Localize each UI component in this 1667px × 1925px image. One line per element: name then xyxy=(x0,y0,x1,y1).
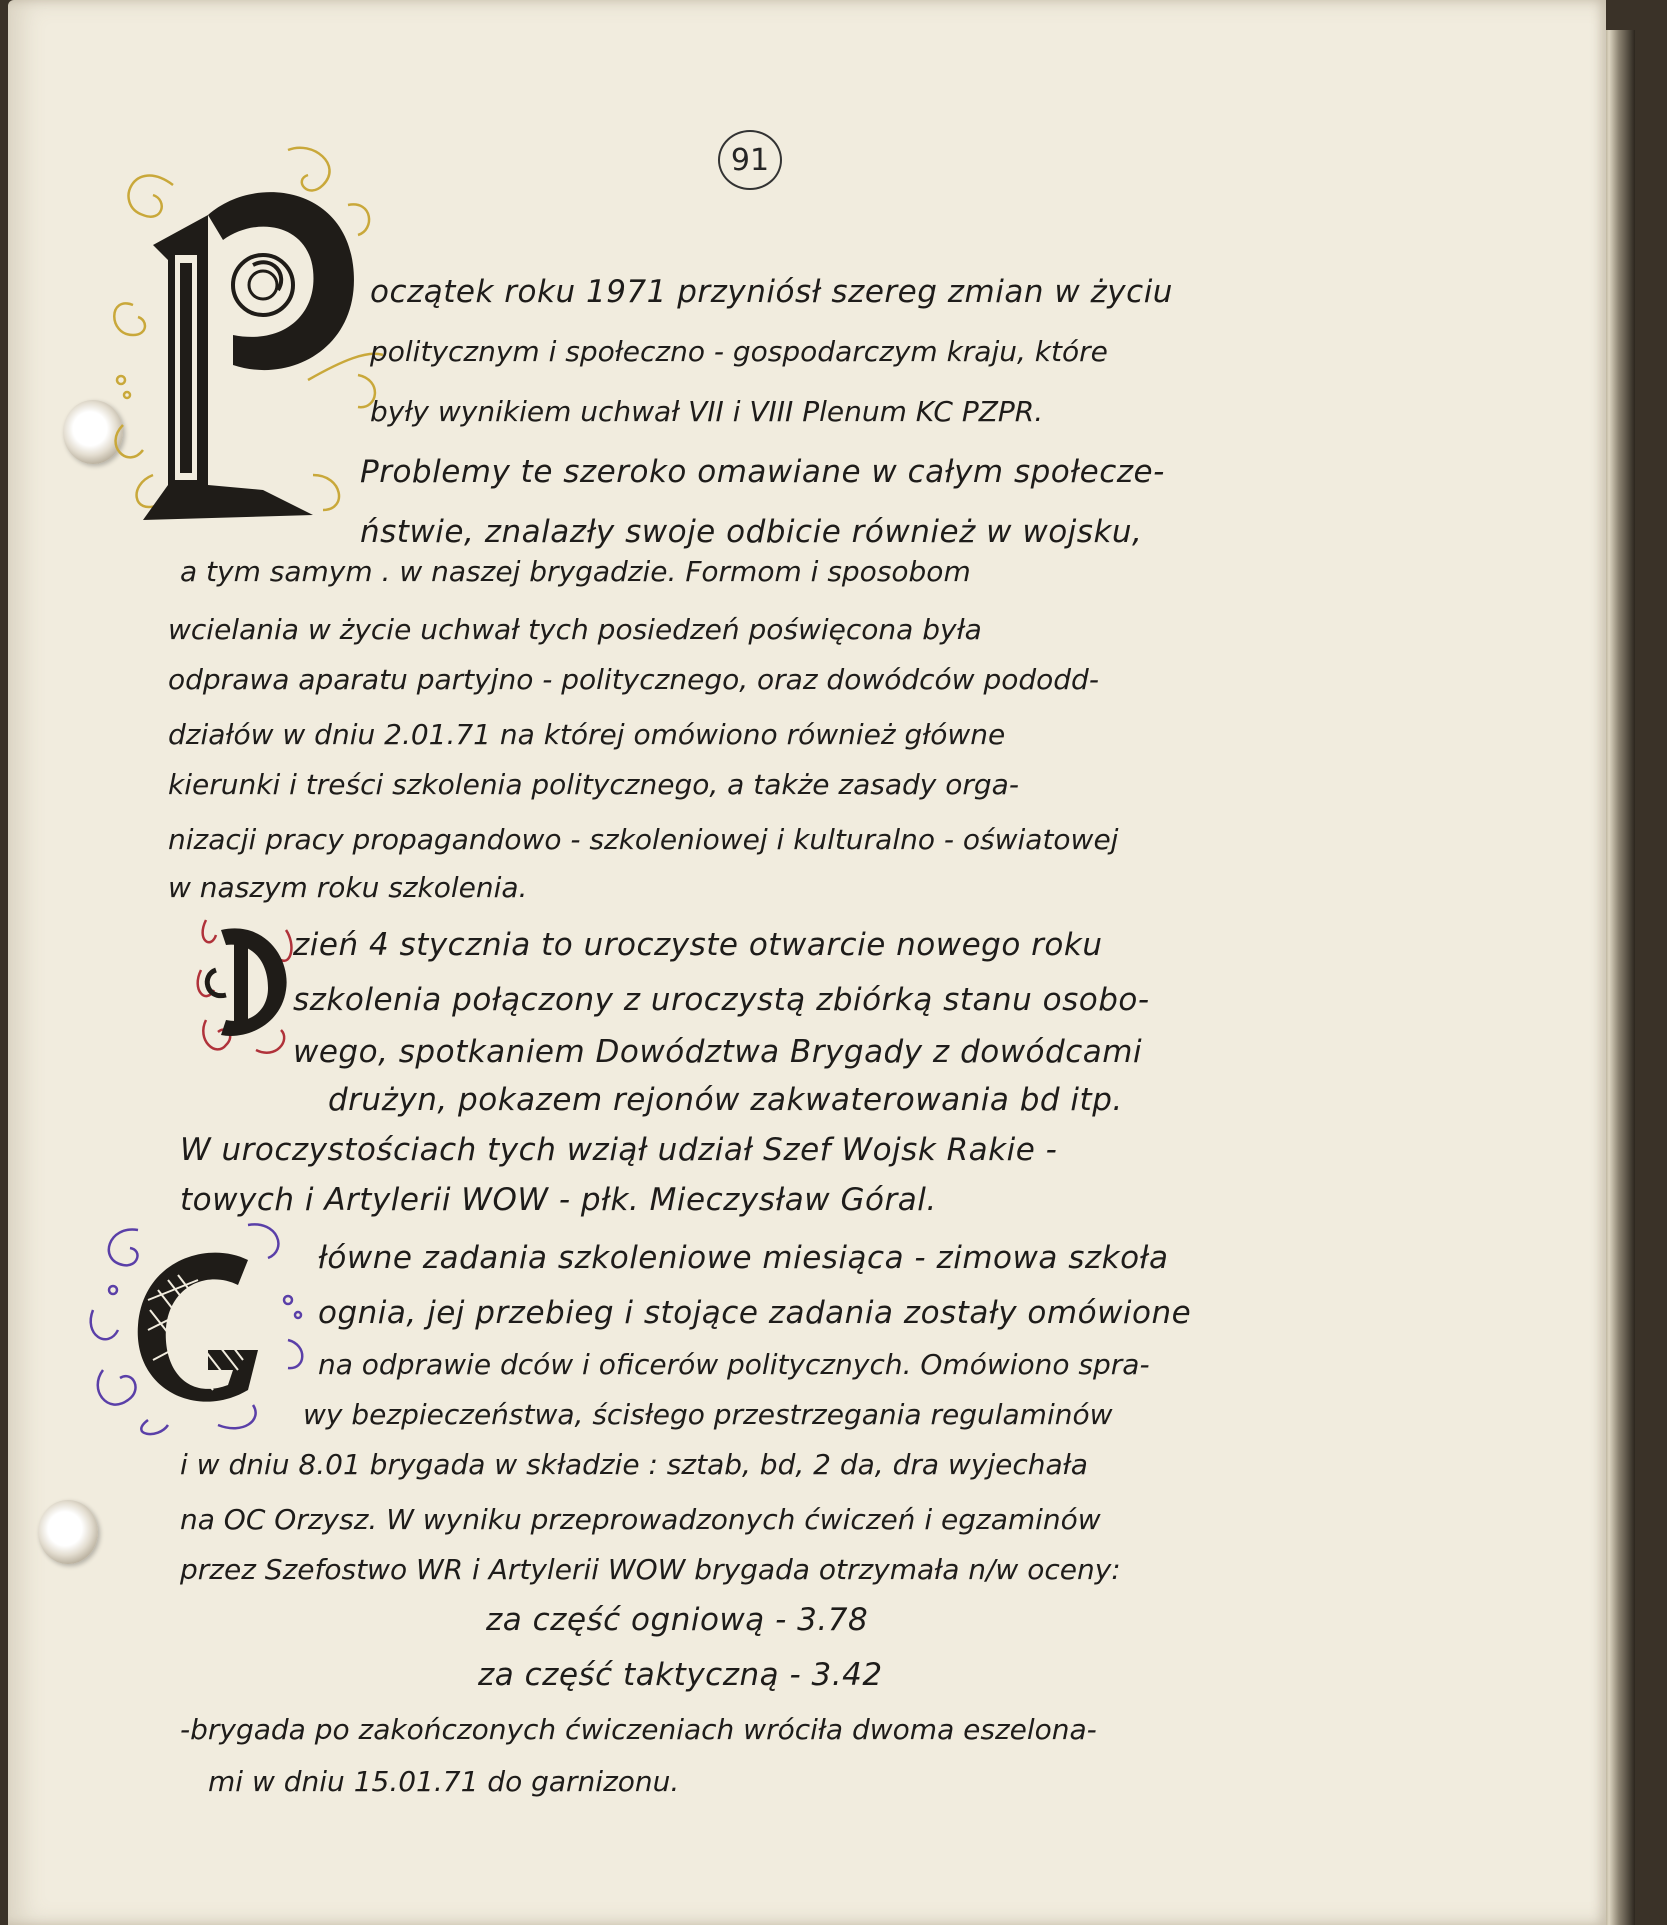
text-line: były wynikiem uchwał VII i VIII Plenum KC PZPR. xyxy=(370,395,1044,428)
text-line: politycznym i społeczno - gospodarczym kraju, które xyxy=(370,335,1108,368)
text-line: przez Szefostwo WR i Artylerii WOW brygada otrzymała n/w oceny: xyxy=(180,1553,1121,1586)
text-line: kierunki i treści szkolenia politycznego, a także zasady orga- xyxy=(168,768,1019,801)
text-line: wego, spotkaniem Dowództwa Brygady z dowódcami xyxy=(293,1034,1143,1070)
text-line: wcielania w życie uchwał tych posiedzeń poświęcona była xyxy=(168,613,982,646)
text-line: -brygada po zakończonych ćwiczeniach wróciła dwoma eszelona- xyxy=(180,1713,1097,1746)
text-line: oczątek roku 1971 przyniósł szereg zmian w życiu xyxy=(370,274,1173,310)
text-line: towych i Artylerii WOW - płk. Mieczysław Góral. xyxy=(180,1182,937,1218)
text-line: i w dniu 8.01 brygada w składzie : sztab, bd, 2 da, dra wyjechała xyxy=(180,1448,1088,1481)
text-line: wy bezpieczeństwa, ścisłego przestrzegania regulaminów xyxy=(303,1398,1113,1431)
binder-hole xyxy=(38,1500,98,1564)
page-number-text: 91 xyxy=(730,142,770,178)
text-line: mi w dniu 15.01.71 do garnizonu. xyxy=(208,1765,680,1798)
text-line: odprawa aparatu partyjno - politycznego, oraz dowódców pododd- xyxy=(168,663,1099,696)
text-line: nizacji pracy propagandowo - szkoleniowej i kulturalno - oświatowej xyxy=(168,823,1119,856)
text-line: a tym samym . w naszej brygadzie. Formom i sposobom xyxy=(180,555,971,588)
text-line: na odprawie dców i oficerów politycznych. Omówiono spra- xyxy=(318,1348,1150,1381)
text-line: Problemy te szeroko omawiane w całym społecze- xyxy=(360,454,1165,490)
ornate-letter-p-icon xyxy=(113,145,383,540)
text-line: szkolenia połączony z uroczystą zbiórką stanu osobo- xyxy=(293,982,1150,1018)
text-line: za część ogniową - 3.78 xyxy=(486,1602,869,1638)
letter-p-drawing xyxy=(113,145,383,540)
text-line: łówne zadania szkoleniowe miesiąca - zimowa szkoła xyxy=(318,1240,1169,1276)
text-line: zień 4 stycznia to uroczyste otwarcie nowego roku xyxy=(293,927,1103,963)
ornate-letter-g-icon xyxy=(88,1220,308,1440)
text-line: W uroczystościach tych wziął udział Szef Wojsk Rakie - xyxy=(180,1132,1058,1168)
text-line: za część taktyczną - 3.42 xyxy=(478,1657,883,1693)
letter-g-drawing xyxy=(88,1220,308,1440)
letter-d-drawing xyxy=(196,910,296,1060)
text-line: ństwie, znalazły swoje odbicie również w wojsku, xyxy=(360,514,1143,550)
text-line: drużyn, pokazem rejonów zakwaterowania bd itp. xyxy=(328,1082,1123,1118)
text-line: ognia, jej przebieg i stojące zadania zostały omówione xyxy=(318,1295,1192,1331)
ornate-letter-d-icon xyxy=(196,910,296,1060)
notebook-page xyxy=(8,0,1606,1925)
text-line: działów w dniu 2.01.71 na której omówiono również główne xyxy=(168,718,1006,751)
page-number xyxy=(718,130,782,190)
text-line: na OC Orzysz. W wyniku przeprowadzonych ćwiczeń i egzaminów xyxy=(180,1503,1101,1536)
text-line: w naszym roku szkolenia. xyxy=(168,871,528,904)
